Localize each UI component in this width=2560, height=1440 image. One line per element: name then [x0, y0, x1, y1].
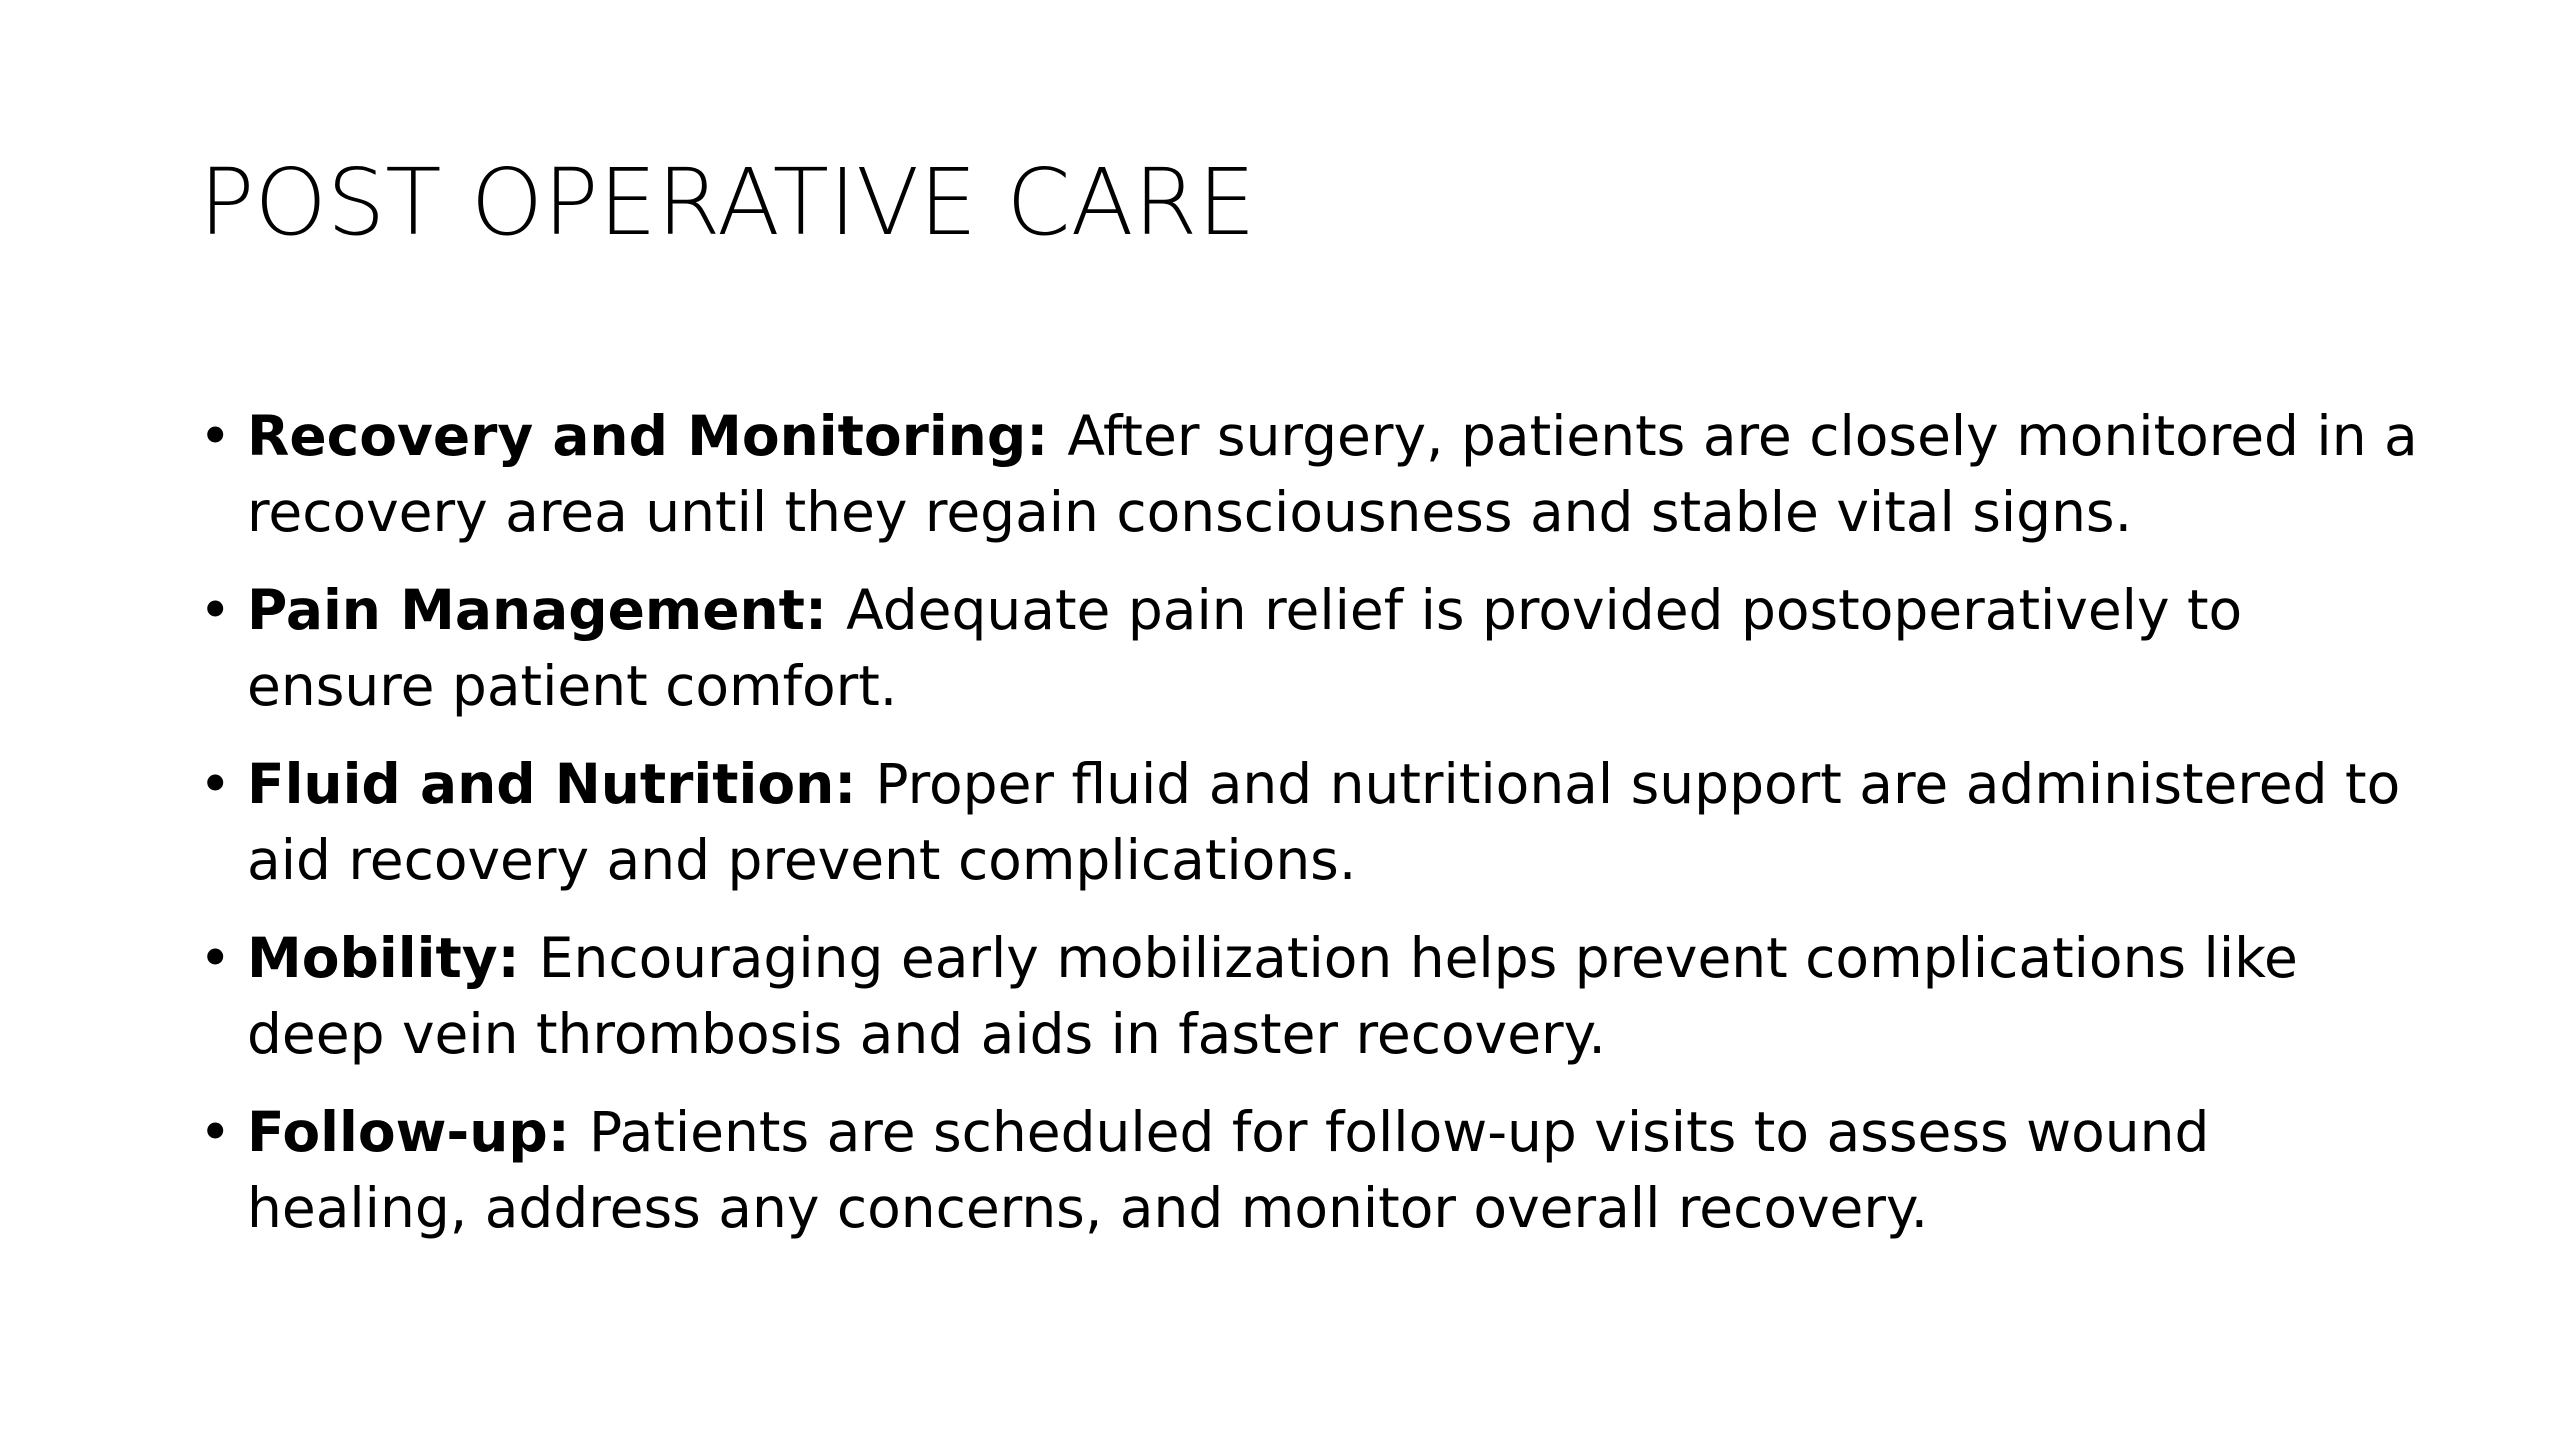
bullet-term: Mobility: [247, 926, 539, 990]
bullet-item-mobility [199, 920, 2419, 1072]
bullet-item-pain [199, 572, 2419, 724]
bullet-icon: • [199, 578, 232, 642]
bullet-icon: • [199, 752, 232, 816]
bullet-text: After surgery, patients are closely monitored in a recovery area until they regain consciousness and stable vital signs. [247, 404, 2418, 544]
bullet-icon: • [199, 1100, 232, 1164]
bullet-text: Adequate pain relief is provided postoperatively to ensure patient comfort. [247, 578, 2243, 718]
bullet-item-followup [199, 1094, 2419, 1246]
bullet-icon: • [199, 404, 232, 468]
bullet-text: Proper fluid and nutritional support are administered to aid recovery and prevent complications. [247, 752, 2401, 892]
slide-title: POST OPERATIVE CARE [199, 149, 1256, 256]
bullet-term: Fluid and Nutrition: [247, 752, 876, 816]
bullet-text: Patients are scheduled for follow-up visits to assess wound healing, address any concerns, and monitor overall recovery. [247, 1100, 2210, 1240]
bullet-term: Follow-up: [247, 1100, 589, 1164]
bullet-term: Recovery and Monitoring: [247, 404, 1068, 468]
bullet-item-fluid [199, 746, 2419, 898]
bullet-text: Encouraging early mobilization helps prevent complications like deep vein thrombosis and aids in faster recovery. [247, 926, 2298, 1066]
bullet-list [199, 398, 2419, 1268]
bullet-item-recovery [199, 398, 2419, 550]
bullet-icon: • [199, 926, 232, 990]
bullet-term: Pain Management: [247, 578, 847, 642]
